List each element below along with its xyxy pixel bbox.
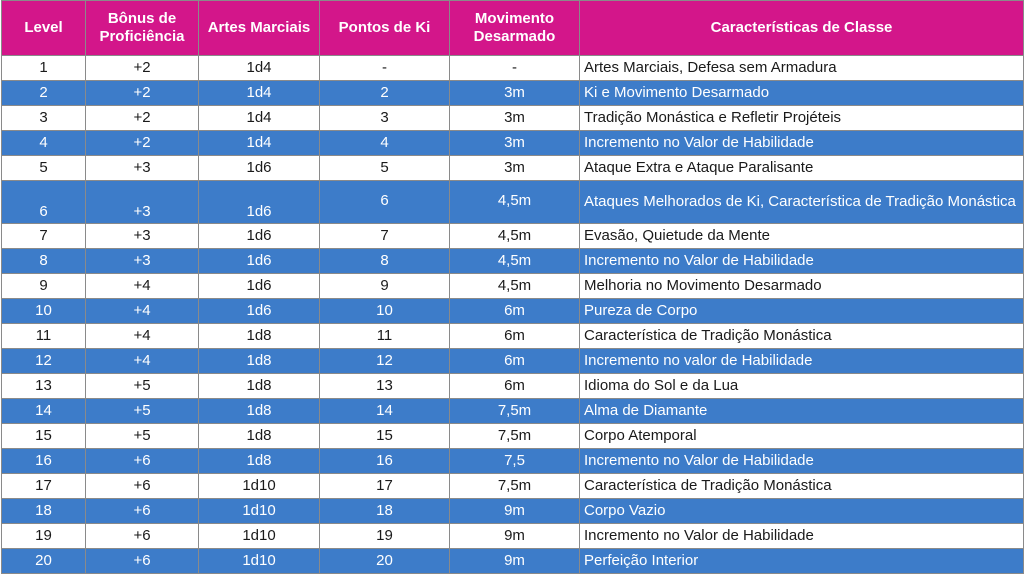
cell-level: 10 — [2, 299, 86, 324]
cell-proficiency-bonus: +3 — [86, 181, 199, 224]
cell-ki-points: 5 — [320, 156, 450, 181]
table-row — [2, 249, 1024, 274]
cell-ki-points: 13 — [320, 374, 450, 399]
table-row — [2, 131, 1024, 156]
cell-martial-arts: 1d6 — [199, 274, 320, 299]
cell-level: 14 — [2, 399, 86, 424]
cell-class-features: Corpo Atemporal — [580, 424, 1024, 449]
cell-level: 3 — [2, 106, 86, 131]
header-ki-points: Pontos de Ki — [320, 1, 450, 56]
cell-unarmored-movement: 4,5m — [450, 181, 580, 224]
cell-level: 15 — [2, 424, 86, 449]
cell-ki-points: 8 — [320, 249, 450, 274]
cell-class-features: Tradição Monástica e Refletir Projéteis — [580, 106, 1024, 131]
table-row — [2, 499, 1024, 524]
monk-class-table — [1, 0, 1024, 574]
cell-proficiency-bonus: +4 — [86, 324, 199, 349]
cell-unarmored-movement: 7,5m — [450, 424, 580, 449]
cell-class-features: Ataques Melhorados de Ki, Característica de Tradição Monástica — [580, 181, 1024, 224]
table-row — [2, 374, 1024, 399]
cell-ki-points: 7 — [320, 224, 450, 249]
table-row — [2, 106, 1024, 131]
cell-class-features: Evasão, Quietude da Mente — [580, 224, 1024, 249]
cell-ki-points: 3 — [320, 106, 450, 131]
cell-proficiency-bonus: +3 — [86, 224, 199, 249]
cell-class-features: Perfeição Interior — [580, 549, 1024, 574]
cell-level: 11 — [2, 324, 86, 349]
cell-unarmored-movement: 6m — [450, 349, 580, 374]
cell-unarmored-movement: 7,5m — [450, 474, 580, 499]
cell-martial-arts: 1d10 — [199, 549, 320, 574]
cell-ki-points: - — [320, 56, 450, 81]
cell-class-features: Característica de Tradição Monástica — [580, 474, 1024, 499]
table-row — [2, 524, 1024, 549]
table-row — [2, 449, 1024, 474]
cell-level: 7 — [2, 224, 86, 249]
cell-proficiency-bonus: +5 — [86, 399, 199, 424]
cell-ki-points: 6 — [320, 181, 450, 224]
cell-class-features: Alma de Diamante — [580, 399, 1024, 424]
cell-class-features: Idioma do Sol e da Lua — [580, 374, 1024, 399]
cell-martial-arts: 1d10 — [199, 474, 320, 499]
cell-martial-arts: 1d4 — [199, 56, 320, 81]
cell-martial-arts: 1d6 — [199, 156, 320, 181]
table-row — [2, 81, 1024, 106]
cell-class-features: Incremento no Valor de Habilidade — [580, 449, 1024, 474]
cell-level: 16 — [2, 449, 86, 474]
cell-level: 20 — [2, 549, 86, 574]
cell-class-features: Incremento no Valor de Habilidade — [580, 524, 1024, 549]
cell-level: 18 — [2, 499, 86, 524]
cell-unarmored-movement: 3m — [450, 81, 580, 106]
cell-proficiency-bonus: +6 — [86, 549, 199, 574]
cell-ki-points: 19 — [320, 524, 450, 549]
table-row — [2, 181, 1024, 224]
cell-level: 17 — [2, 474, 86, 499]
cell-unarmored-movement: 3m — [450, 131, 580, 156]
cell-ki-points: 15 — [320, 424, 450, 449]
cell-unarmored-movement: 6m — [450, 299, 580, 324]
cell-unarmored-movement: 6m — [450, 324, 580, 349]
header-proficiency-bonus — [86, 1, 199, 56]
cell-level: 1 — [2, 56, 86, 81]
cell-class-features: Característica de Tradição Monástica — [580, 324, 1024, 349]
cell-class-features: Pureza de Corpo — [580, 299, 1024, 324]
cell-ki-points: 20 — [320, 549, 450, 574]
table-body — [2, 56, 1024, 574]
cell-martial-arts: 1d8 — [199, 424, 320, 449]
cell-ki-points: 12 — [320, 349, 450, 374]
cell-class-features: Ataque Extra e Ataque Paralisante — [580, 156, 1024, 181]
table-row — [2, 474, 1024, 499]
cell-class-features: Melhoria no Movimento Desarmado — [580, 274, 1024, 299]
header-unarmored-movement — [450, 1, 580, 56]
cell-martial-arts: 1d6 — [199, 299, 320, 324]
cell-level: 6 — [2, 181, 86, 224]
cell-proficiency-bonus: +2 — [86, 56, 199, 81]
header-row — [2, 1, 1024, 56]
cell-proficiency-bonus: +6 — [86, 449, 199, 474]
cell-unarmored-movement: 3m — [450, 156, 580, 181]
cell-unarmored-movement: 9m — [450, 524, 580, 549]
cell-martial-arts: 1d8 — [199, 324, 320, 349]
cell-class-features: Ki e Movimento Desarmado — [580, 81, 1024, 106]
header-class-features: Características de Classe — [580, 1, 1024, 56]
cell-level: 19 — [2, 524, 86, 549]
cell-martial-arts: 1d10 — [199, 524, 320, 549]
cell-ki-points: 11 — [320, 324, 450, 349]
table-row — [2, 549, 1024, 574]
table-row — [2, 156, 1024, 181]
cell-unarmored-movement: 9m — [450, 499, 580, 524]
cell-class-features: Corpo Vazio — [580, 499, 1024, 524]
table-row — [2, 349, 1024, 374]
table-header — [2, 1, 1024, 56]
cell-ki-points: 16 — [320, 449, 450, 474]
table-row — [2, 424, 1024, 449]
cell-unarmored-movement: - — [450, 56, 580, 81]
cell-martial-arts: 1d4 — [199, 81, 320, 106]
table-row — [2, 299, 1024, 324]
table-row — [2, 56, 1024, 81]
cell-class-features: Artes Marciais, Defesa sem Armadura — [580, 56, 1024, 81]
header-movement-line1: Movimento — [474, 10, 555, 27]
cell-proficiency-bonus: +2 — [86, 131, 199, 156]
header-level: Level — [2, 1, 86, 56]
cell-proficiency-bonus: +4 — [86, 349, 199, 374]
cell-proficiency-bonus: +2 — [86, 106, 199, 131]
cell-unarmored-movement: 7,5m — [450, 399, 580, 424]
cell-proficiency-bonus: +6 — [86, 499, 199, 524]
cell-ki-points: 18 — [320, 499, 450, 524]
cell-proficiency-bonus: +3 — [86, 249, 199, 274]
cell-proficiency-bonus: +5 — [86, 424, 199, 449]
header-movement-line2: Desarmado — [473, 28, 556, 45]
cell-class-features: Incremento no Valor de Habilidade — [580, 249, 1024, 274]
cell-level: 5 — [2, 156, 86, 181]
cell-level: 8 — [2, 249, 86, 274]
cell-proficiency-bonus: +5 — [86, 374, 199, 399]
cell-level: 12 — [2, 349, 86, 374]
cell-ki-points: 10 — [320, 299, 450, 324]
cell-proficiency-bonus: +6 — [86, 524, 199, 549]
cell-proficiency-bonus: +2 — [86, 81, 199, 106]
cell-level: 2 — [2, 81, 86, 106]
cell-class-features: Incremento no valor de Habilidade — [580, 349, 1024, 374]
table-row — [2, 224, 1024, 249]
cell-unarmored-movement: 4,5m — [450, 249, 580, 274]
cell-proficiency-bonus: +3 — [86, 156, 199, 181]
header-proficiency-line2: Proficiência — [99, 28, 185, 45]
cell-level: 9 — [2, 274, 86, 299]
cell-ki-points: 2 — [320, 81, 450, 106]
cell-martial-arts: 1d8 — [199, 374, 320, 399]
cell-unarmored-movement: 7,5 — [450, 449, 580, 474]
table-row — [2, 274, 1024, 299]
table-row — [2, 324, 1024, 349]
cell-unarmored-movement: 4,5m — [450, 274, 580, 299]
cell-martial-arts: 1d8 — [199, 349, 320, 374]
cell-martial-arts: 1d8 — [199, 449, 320, 474]
cell-unarmored-movement: 9m — [450, 549, 580, 574]
cell-martial-arts: 1d6 — [199, 181, 320, 224]
cell-level: 13 — [2, 374, 86, 399]
cell-ki-points: 17 — [320, 474, 450, 499]
cell-proficiency-bonus: +6 — [86, 474, 199, 499]
cell-martial-arts: 1d4 — [199, 131, 320, 156]
cell-unarmored-movement: 3m — [450, 106, 580, 131]
header-martial-arts: Artes Marciais — [199, 1, 320, 56]
cell-level: 4 — [2, 131, 86, 156]
cell-ki-points: 14 — [320, 399, 450, 424]
cell-martial-arts: 1d8 — [199, 399, 320, 424]
cell-martial-arts: 1d10 — [199, 499, 320, 524]
header-proficiency-line1: Bônus de — [107, 10, 177, 27]
cell-unarmored-movement: 4,5m — [450, 224, 580, 249]
cell-proficiency-bonus: +4 — [86, 299, 199, 324]
cell-ki-points: 4 — [320, 131, 450, 156]
cell-ki-points: 9 — [320, 274, 450, 299]
table-row — [2, 399, 1024, 424]
cell-proficiency-bonus: +4 — [86, 274, 199, 299]
cell-class-features: Incremento no Valor de Habilidade — [580, 131, 1024, 156]
cell-martial-arts: 1d4 — [199, 106, 320, 131]
cell-martial-arts: 1d6 — [199, 249, 320, 274]
cell-unarmored-movement: 6m — [450, 374, 580, 399]
cell-martial-arts: 1d6 — [199, 224, 320, 249]
